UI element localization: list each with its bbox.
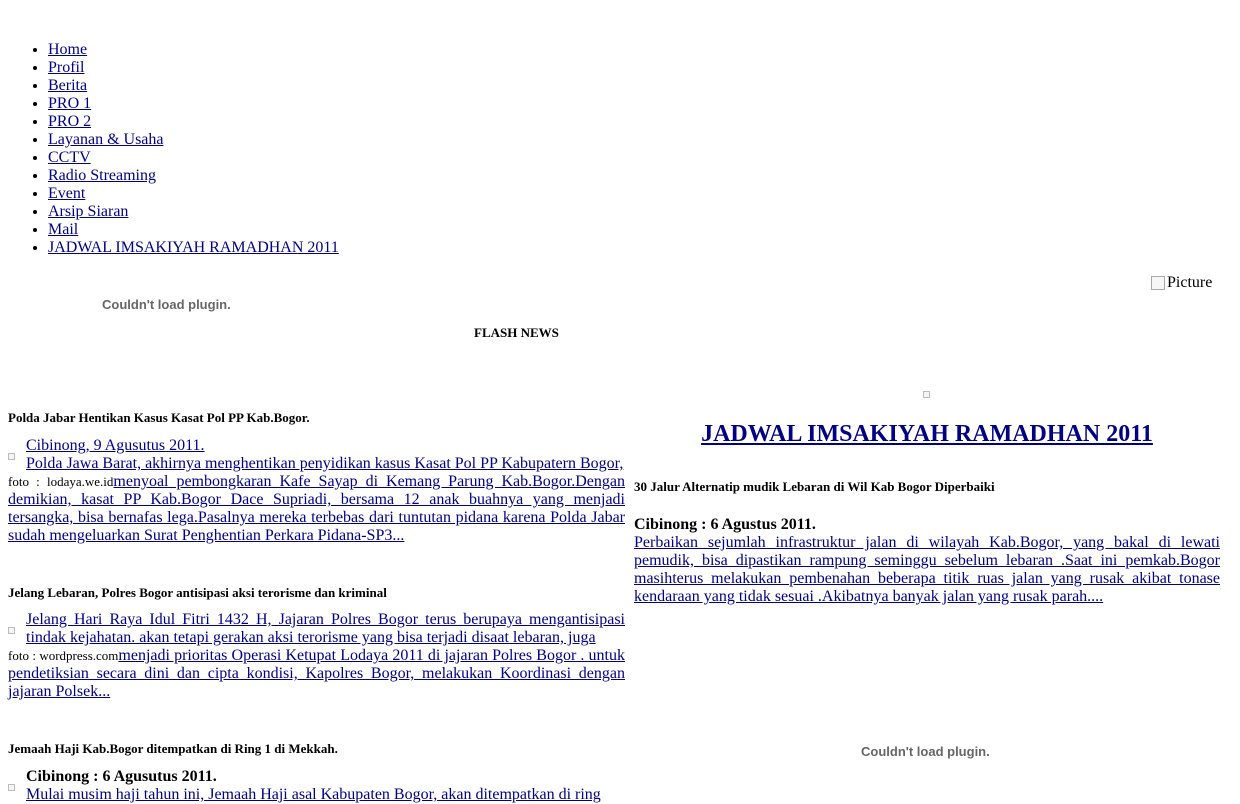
photo-caption: foto : lodaya.we.id (8, 474, 114, 489)
article-date: Cibinong : 6 Agustus 2011. (634, 516, 816, 533)
nav-item-home (48, 41, 339, 59)
ramadhan-title-link[interactable]: JADWAL IMSAKIYAH RAMADHAN 2011 (701, 421, 1153, 447)
article-lead-link[interactable]: Cibinong, 9 Agusutus 2011. (26, 437, 205, 454)
nav-item-layanan (48, 131, 339, 149)
nav-item-profil (48, 59, 339, 77)
article-title: Jelang Lebaran, Polres Bogor antisipasi aksi terorisme dan kriminal (8, 585, 387, 600)
plugin-error-message: Couldn't load plugin. (861, 744, 990, 759)
article-body (8, 437, 625, 545)
article-text-link[interactable]: menjadi prioritas Operasi Ketupat Lodaya 2011 di jajaran Polres Bogor . untuk pendetiksian secara dini dan cipta kondisi, Kapolres Bogor, melakukan Koordinasi dengan jajaran Polsek... (8, 647, 626, 700)
plugin-error-message: Couldn't load plugin. (102, 297, 231, 312)
nav-link-jadwal[interactable]: JADWAL IMSAKIYAH RAMADHAN 2011 (48, 239, 339, 256)
nav-link-pro1[interactable]: PRO 1 (48, 95, 92, 112)
article-date: Cibinong : 6 Agusutus 2011. (26, 768, 217, 785)
nav-link-mail[interactable]: Mail (48, 221, 79, 238)
article-text-link[interactable]: Jelang Hari Raya Idul Fitri 1432 H, Jajaran Polres Bogor terus berupaya mengantisipasi tindak kejahatan. akan tetapi gerakan aksi terorisme yang bisa terjadi disaat lebaran, juga (26, 611, 625, 646)
nav-item-radio (48, 167, 339, 185)
flash-news-heading: FLASH NEWS (474, 325, 559, 340)
nav-link-home[interactable]: Home (48, 41, 88, 58)
article-title: Jemaah Haji Kab.Bogor ditempatkan di Ring 1 di Mekkah. (8, 741, 338, 756)
article-text-link[interactable]: menyoal pembongkaran Kafe Sayap di Kemang Parung Kab.Bogor.Dengan demikian, kasat PP Kab.Bogor Dace Supriadi, bersama 12 anak buahnya yang menjadi tersangka, bisa bernafas lega.Pasalnya mereka terbebas dari tuntutan pidana karena Polda Jabar sudah mengeluarkan Surat Penghentian Perkara Pidana-SP3... (8, 473, 625, 544)
nav-link-pro2[interactable]: PRO 2 (48, 113, 92, 130)
broken-image-icon (923, 391, 930, 398)
news-article (634, 479, 1220, 495)
nav-link-berita[interactable]: Berita (48, 77, 88, 94)
broken-image-icon (1151, 276, 1165, 290)
article-text-link[interactable]: Mulai musim haji tahun ini, Jemaah Haji asal Kabupaten Bogor, akan ditempatkan di ring (26, 786, 601, 803)
article-text-link[interactable]: Perbaikan sejumlah infrastruktur jalan di wilayah Kab.Bogor, yang bakal di lewati pemudik, bisa dipastikan rampung seminggu sebelum lebaran .Saat ini pemkab.Bogor masihterus melakukan pembenahan beberapa titik ruas jalan yang rusak akibat tonase kendaraan yang tidak sesuai .Akibatnya banyak jalan yang rusak parah.... (634, 534, 1220, 605)
nav-item-arsip (48, 203, 339, 221)
nav-item-jadwal (48, 239, 339, 257)
nav-link-cctv[interactable]: CCTV (48, 149, 91, 166)
picture-placeholder (1151, 274, 1212, 292)
nav-link-profil[interactable]: Profil (48, 59, 85, 76)
article-title: 30 Jalur Alternatip mudik Lebaran di Wil Kab Bogor Diperbaiki (634, 479, 995, 494)
picture-alt-text: Picture (1167, 274, 1213, 291)
nav-link-arsip[interactable]: Arsip Siaran (48, 203, 129, 220)
nav-item-pro2 (48, 113, 339, 131)
article-body (8, 768, 625, 804)
news-article (8, 741, 625, 757)
article-body (8, 611, 625, 701)
news-article (8, 410, 625, 426)
ramadhan-title (634, 421, 1220, 448)
article-text-link[interactable]: Polda Jawa Barat, akhirnya menghentikan penyidikan kasus Kasat Pol PP Kabupatern Bogor, (26, 455, 624, 472)
nav-item-pro1 (48, 95, 339, 113)
nav-item-mail (48, 221, 339, 239)
main-nav (0, 41, 339, 257)
article-body (634, 516, 1220, 606)
nav-link-layanan[interactable]: Layanan & Usaha (48, 131, 164, 148)
nav-link-radio[interactable]: Radio Streaming (48, 167, 156, 184)
article-title: Polda Jabar Hentikan Kasus Kasat Pol PP Kab.Bogor. (8, 410, 310, 425)
news-article (8, 585, 625, 601)
photo-caption: foto : wordpress.com (8, 648, 119, 663)
nav-item-event (48, 185, 339, 203)
nav-item-cctv (48, 149, 339, 167)
nav-item-berita (48, 77, 339, 95)
nav-link-event[interactable]: Event (48, 185, 86, 202)
